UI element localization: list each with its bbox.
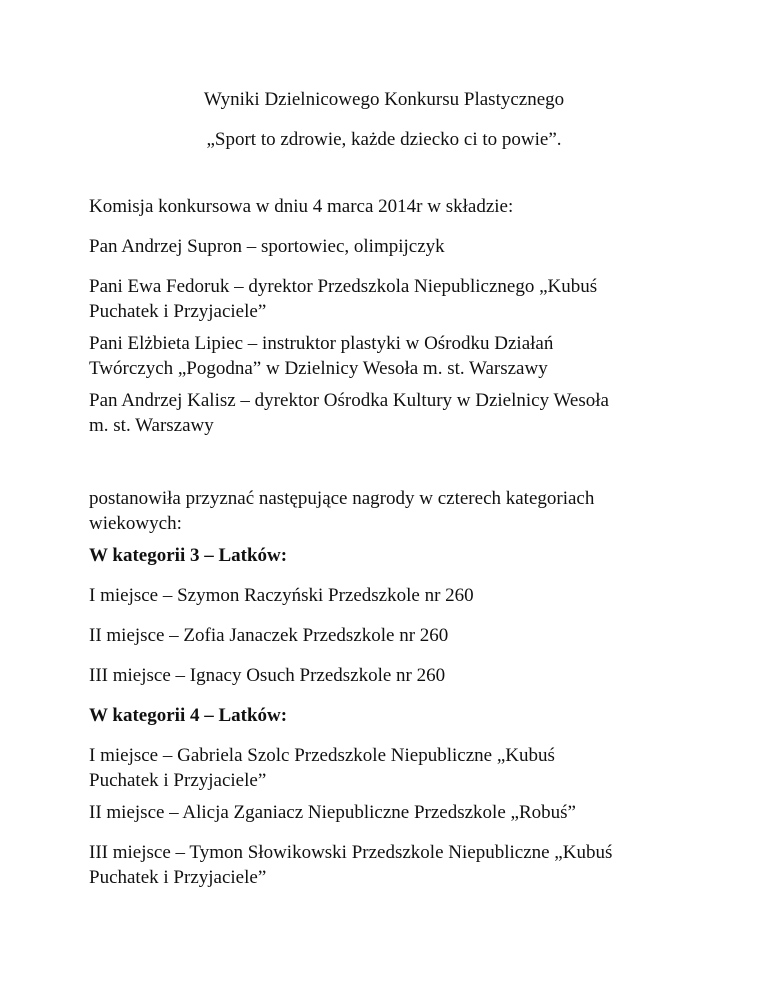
category-heading [89, 703, 689, 728]
document-subtitle: „Sport to zdrowie, każde dziecko ci to powie”. [206, 129, 562, 150]
award-line: I miejsce – Szymon Raczyński Przedszkole nr 260 [89, 585, 474, 606]
award-line: III miejsce – Ignacy Osuch Przedszkole nr 260 [89, 665, 446, 686]
committee-member [89, 234, 689, 259]
committee-intro-line: Komisja konkursowa w dniu 4 marca 2014r w składzie: [89, 196, 514, 217]
decision-line: wiekowych: [89, 513, 182, 534]
category-heading-text: W kategorii 3 – Latków: [89, 545, 288, 566]
committee-member-line: Pan Andrzej Supron – sportowiec, olimpijczyk [89, 236, 445, 257]
committee-member-line: Pani Elżbieta Lipiec – instruktor plastyki w Ośrodku Działań [89, 333, 554, 354]
award-entry [89, 840, 689, 890]
committee-member-line: Pan Andrzej Kalisz – dyrektor Ośrodka Kultury w Dzielnicy Wesoła [89, 390, 609, 411]
committee-member-line: m. st. Warszawy [89, 415, 214, 436]
award-entry [89, 663, 689, 688]
decision-line: postanowiła przyznać następujące nagrody w czterech kategoriach [89, 488, 595, 509]
award-line: III miejsce – Tymon Słowikowski Przedszkole Niepubliczne „Kubuś [89, 842, 613, 863]
award-line: I miejsce – Gabriela Szolc Przedszkole Niepubliczne „Kubuś [89, 745, 555, 766]
award-line: Puchatek i Przyjaciele” [89, 867, 267, 888]
committee-member [89, 331, 689, 381]
award-entry [89, 743, 689, 793]
category-heading-text: W kategorii 4 – Latków: [89, 705, 288, 726]
award-line: Puchatek i Przyjaciele” [89, 770, 267, 791]
award-line: II miejsce – Zofia Janaczek Przedszkole nr 260 [89, 625, 449, 646]
committee-member [89, 388, 689, 438]
committee-member-line: Pani Ewa Fedoruk – dyrektor Przedszkola Niepublicznego „Kubuś [89, 276, 598, 297]
committee-member-line: Twórczych „Pogodna” w Dzielnicy Wesoła m. st. Warszawy [89, 358, 548, 379]
category-heading [89, 543, 689, 568]
document-title: Wyniki Dzielnicowego Konkursu Plastycznego [203, 89, 565, 110]
award-entry [89, 800, 689, 825]
award-line: II miejsce – Alicja Zganiacz Niepubliczne Przedszkole „Robuś” [89, 802, 576, 823]
decision-paragraph [89, 486, 689, 536]
committee-member [89, 274, 689, 324]
committee-member-line: Puchatek i Przyjaciele” [89, 301, 267, 322]
award-entry [89, 623, 689, 648]
award-entry [89, 583, 689, 608]
committee-intro [89, 194, 689, 219]
